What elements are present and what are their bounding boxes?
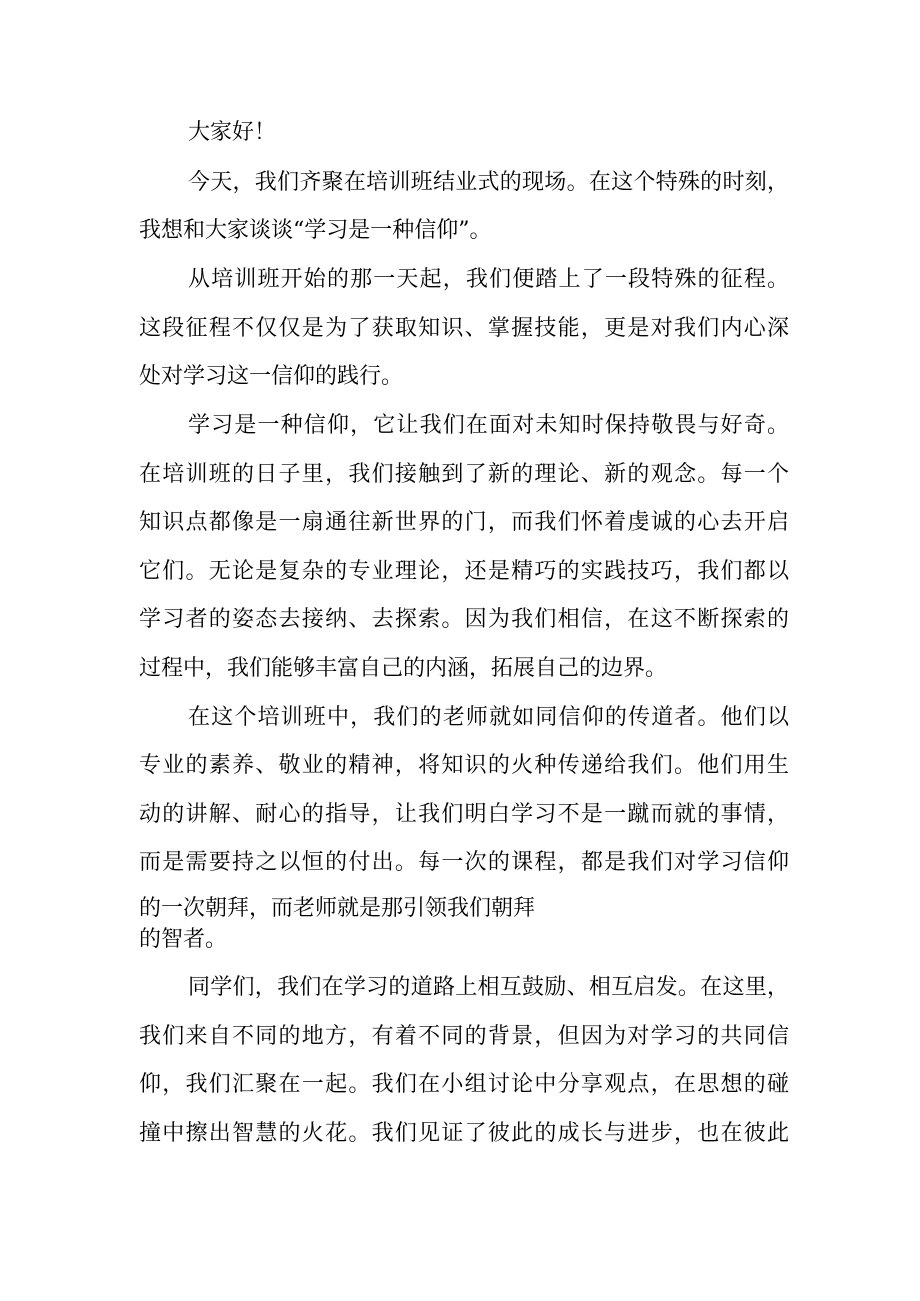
paragraph-3-line-1: 学习是一种信仰，它让我们在面对未知时保持敬畏与好奇。 xyxy=(188,413,789,438)
paragraph-5-line-4: 撞中擦出智慧的火花。我们见证了彼此的成长与进步，也在彼此 xyxy=(139,1121,789,1146)
paragraph-2-line-3: 处对学习这一信仰的践行。 xyxy=(139,364,404,389)
paragraph-1-line-2: 我想和大家谈谈“学习是一种信仰”。 xyxy=(139,218,492,243)
paragraph-5-line-3: 仰，我们汇聚在一起。我们在小组讨论中分享观点，在思想的碰 xyxy=(139,1072,789,1097)
paragraph-5-line-1: 同学们，我们在学习的道路上相互鼓励、相互启发。在这里， xyxy=(188,975,789,1000)
paragraph-4-line-3: 动的讲解、耐心的指导，让我们明白学习不是一蹴而就的事情， xyxy=(139,802,789,827)
paragraph-2-line-2: 这段征程不仅仅是为了获取知识、掌握技能，更是对我们内心深 xyxy=(139,316,789,341)
greeting-line: 大家好！ xyxy=(188,120,277,145)
paragraph-3-line-2: 在培训班的日子里，我们接触到了新的理论、新的观念。每一个 xyxy=(139,462,789,487)
paragraph-3-line-4: 它们。无论是复杂的专业理论，还是精巧的实践技巧，我们都以 xyxy=(139,559,789,584)
paragraph-5-line-2: 我们来自不同的地方，有着不同的背景，但因为对学习的共同信 xyxy=(139,1024,789,1049)
paragraph-4-line-2: 专业的素养、敬业的精神，将知识的火种传递给我们。他们用生 xyxy=(139,753,789,778)
paragraph-3-line-5: 学习者的姿态去接纳、去探索。因为我们相信，在这不断探索的 xyxy=(139,607,789,632)
paragraph-4-line-4: 而是需要持之以恒的付出。每一次的课程，都是我们对学习信仰 xyxy=(139,850,789,875)
paragraph-3-line-3: 知识点都像是一扇通往新世界的门，而我们怀着虔诚的心去开启 xyxy=(139,510,789,535)
paragraph-2-line-1: 从培训班开始的那一天起，我们便踏上了一段特殊的征程。 xyxy=(188,267,789,292)
paragraph-4-line-5: 的一次朝拜，而老师就是那引领我们朝拜 xyxy=(139,896,536,921)
paragraph-4-line-1: 在这个培训班中，我们的老师就如同信仰的传道者。他们以 xyxy=(188,705,789,730)
paragraph-4-line-6: 的智者。 xyxy=(139,927,228,952)
paragraph-1-line-1: 今天，我们齐聚在培训班结业式的现场。在这个特殊的时刻， xyxy=(188,170,789,195)
paragraph-3-line-6: 过程中，我们能够丰富自己的内涵，拓展自己的边界。 xyxy=(139,656,668,681)
